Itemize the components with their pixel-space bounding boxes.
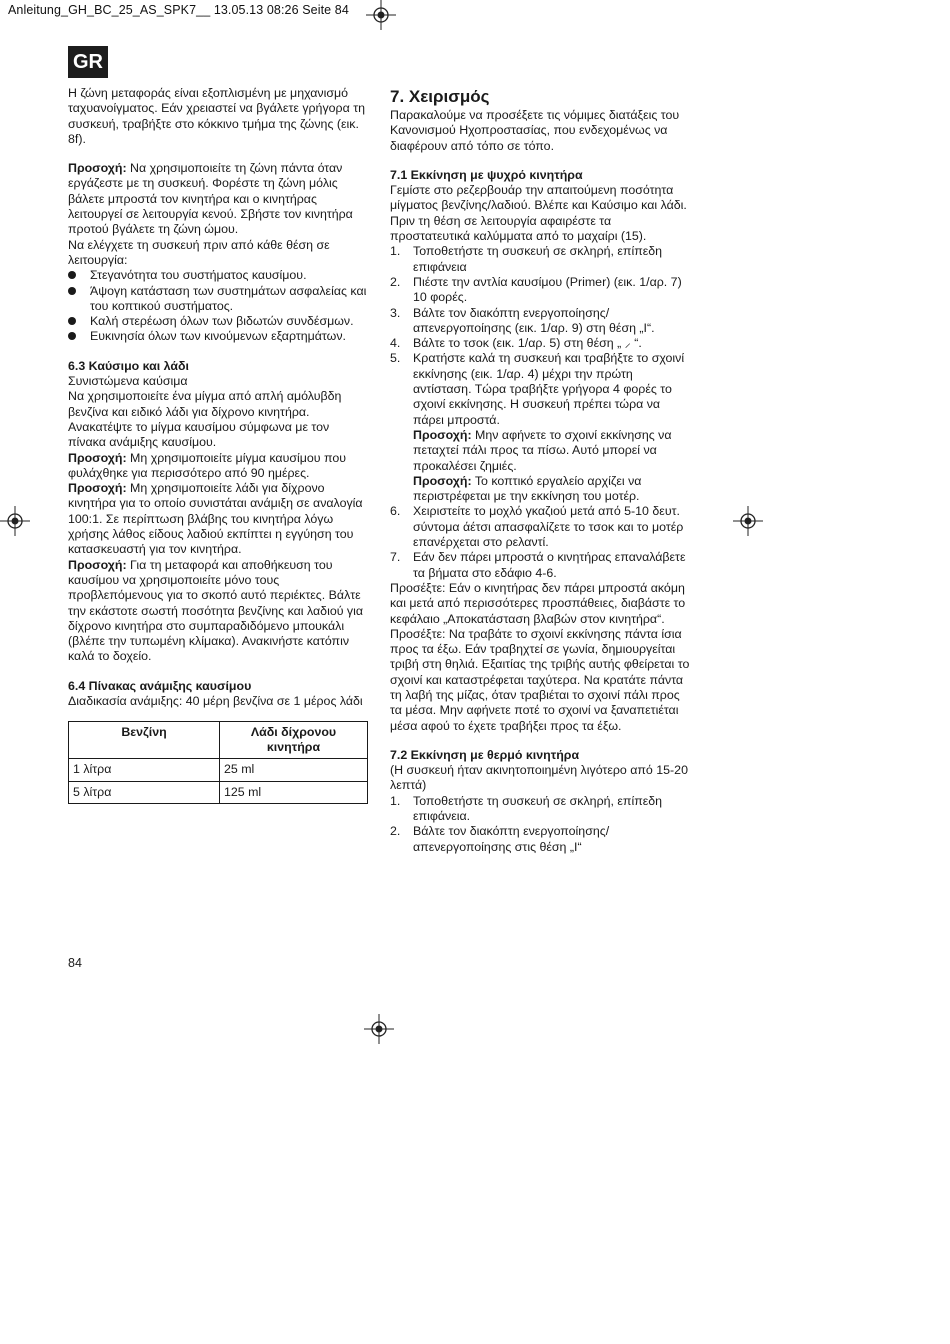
table-row <box>69 759 368 781</box>
registration-mark-top-icon <box>366 0 396 30</box>
fuel-mix-table <box>68 721 368 804</box>
warm-start-steps <box>390 794 690 855</box>
column-header-oil: Λάδι δίχρονου κινητήρα <box>220 722 368 759</box>
table-cell: 125 ml <box>220 781 368 803</box>
section-heading-mix-table: 6.4 Πίνακας ανάμιξης καυσίμου <box>68 678 252 693</box>
check-before-use-text: Να ελέγχετε τη συσκευή πριν από κάθε θέση σε λειτουργία: <box>68 237 330 267</box>
fuel-mix-text: Να χρησιμοποιείτε ένα μίγμα από απλή αμόλυβδη βενζίνα και ειδικό λάδι για δίχρονο κινητήρα. Ανακατέψτε το μίγμα καυσίμου σύμφωνα με τον πίνακα ανάμιξης καυσίμου. <box>68 389 342 450</box>
starting-notes-text: Προσέξτε: Εάν ο κινητήρας δεν πάρει μπροστά ακόμη και μετά από περισσότερες προσπάθειες, διαβάστε το κεφάλαιο „Αποκατάσταση βλαβών στον κινητήρα“. Προσέξτε: Να τραβάτε το σχοινί εκκίνησης πάντα ίσια προς τα έξω. Εάν τραβηχτεί σε γωνία, δημιουργείται τριβή στη θηλιά. Εξαιτίας της τριβής αυτής φθείρεται το σχοινί και καταστρέφεται ταχύτερα. Να κρατάτε πάντα τη λαβή της μίζας, όταν τραβιέται το σχοινί πάλι προς τα μέσα. Μην αφήνετε ποτέ το σχοινί να ξαναπετιέται μέσα αφού το έχετε τραβήξει προς τα έξω. <box>390 580 690 733</box>
language-badge: GR <box>68 46 108 78</box>
step5-caution-tool: Προσοχή: Το κοπτικό εργαλείο αρχίζει να περιστρέφεται με την εκκίνηση του μοτέρ. <box>413 473 642 504</box>
checklist-item: Στεγανότητα του συστήματος καυσίμου. <box>68 268 370 283</box>
section-heading-warm-start: 7.2 Εκκίνηση με θερμό κινητήρα <box>390 747 580 762</box>
list-item: 1. Τοποθετήστε τη συσκευή σε σκληρή, επίπεδη επιφάνεια. <box>390 793 663 824</box>
column-header-petrol: Βενζίνη <box>69 722 220 759</box>
list-item: 5. Κρατήστε καλά τη συσκευή και τραβήξτε το σχοινί εκκίνησης (εικ. 1/αρ. 4) μέχρι την πρώτη αντίσταση. Τώρα τραβήξτε γρήγορα 4 φορές το σχοινί εκκίνησης. Η συσκευή πρέπει τώρα να πάρει μπροστά. Προσοχή: Μην αφήνετε το σχοινί εκκίνησης να πεταχτεί πάλι προς τα πίσω. Αυτό μπορεί να προκαλέσει ζημιές. Προσοχή: Το κοπτικό εργαλείο αρχίζει να περιστρέφεται με την εκκίνηση του μοτέρ. <box>390 351 690 504</box>
registration-mark-left-icon <box>0 506 30 536</box>
remove-blade-covers-text: Πριν τη θέση σε λειτουργία αφαιρέστε τα προστατευτικά καλύμματα από το μαχαίρι (15). <box>390 213 647 244</box>
table-cell: 5 λίτρα <box>69 781 220 803</box>
fill-tank-text: Γεμίστε στο ρεζερβουάρ την απαιτούμενη ποσότητα μίγματος βενζίνης/λαδιού. Βλέπε και Καύσιμο και λάδι. <box>390 183 687 213</box>
caution-label: Προσοχή: <box>413 427 472 442</box>
caution-label: Προσοχή: <box>68 557 127 572</box>
list-item: 2. Πιέστε την αντλία καυσίμου (Primer) (εικ. 1/αρ. 7) 10 φορές. <box>390 274 682 305</box>
checklist <box>68 268 370 344</box>
right-column <box>390 86 690 855</box>
cold-start-steps <box>390 244 690 581</box>
checklist-item: Ευκινησία όλων των κινούμενων εξαρτημάτων. <box>68 329 370 344</box>
warm-start-condition-text: (Η συσκευή ήταν ακινητοποιημένη λιγότερο από 15-20 λεπτά) <box>390 763 688 793</box>
checklist-item: Καλή στερέωση όλων των βιδωτών συνδέσμων. <box>68 314 370 329</box>
list-item: 4. Βάλτε το τσοκ (εικ. 1/αρ. 5) στη θέση „ ⸝ “. <box>390 336 642 351</box>
list-item: 2. Βάλτε τον διακόπτη ενεργοποίησης/απενεργοποίησης στις θέση „I“ <box>390 824 610 854</box>
harness-release-text: Η ζώνη μεταφοράς είναι εξοπλισμένη με μηχανισμό ταχυανοίγματος. Εάν χρειαστεί να βγάλετε γρήγορα τη συσκευή, τραβήξτε στο κόκκινο τμήμα της ζώνης (εικ. 8f). <box>68 86 365 146</box>
noise-regulation-text: Παρακαλούμε να προσέξετε τις νόμιμες διατάξεις του Κανονισμού Ηχοπροστασίας, που ενδεχομένως να διαφέρουν από τόπο σε τόπο. <box>390 108 680 153</box>
list-item: 6. Χειριστείτε το μοχλό γκαζιού μετά από 5-10 δευτ. σύντομα άέτσι απασφαλίζετε το τσοκ και το μοτέρ επανέρχεται στο ρελαντί. <box>390 504 684 550</box>
registration-mark-bottom-icon <box>364 1014 394 1044</box>
step5-caution-rope: Προσοχή: Μην αφήνετε το σχοινί εκκίνησης να πεταχτεί πάλι προς τα πίσω. Αυτό μπορεί να προκαλέσει ζημιές. <box>413 427 672 473</box>
harness-caution-paragraph <box>68 161 370 237</box>
caution-label: Προσοχή: <box>68 481 127 496</box>
caution-90-days: Προσοχή: Μη χρησιμοποιείτε μίγμα καυσίμου που φυλάχθηκε για περισσότερο από 90 ημέρες. <box>68 450 347 480</box>
section-heading-operation: 7. Χειρισμός <box>390 87 490 106</box>
caution-label: Προσοχή: <box>68 450 127 465</box>
list-item: 1. Τοποθετήστε τη συσκευή σε σκληρή, επίπεδη επιφάνεια <box>390 244 663 274</box>
harness-caution-text: Να χρησιμοποιείτε τη ζώνη πάντα όταν εργάζεστε με τη συσκευή. Φορέστε τη ζώνη μόλις βάλετε μπροστά τον κινητήρα και ο κινητήρας λειτουργεί σε λειτουργία κενού. Σβήστε τον κινητήρα προτού βγάλετε τη ζώνη ώμου. <box>68 161 353 237</box>
checklist-item: Άψογη κατάσταση των συστημάτων ασφαλείας και του κοπτικού συστήματος. <box>68 284 370 315</box>
list-item: 7. Εάν δεν πάρει μπροστά ο κινητήρας επαναλάβετε τα βήματα στο εδάφιο 4-6. <box>390 550 686 580</box>
table-row <box>69 781 368 803</box>
registration-mark-right-icon <box>733 506 763 536</box>
table-cell: 1 λίτρα <box>69 759 220 781</box>
caution-label: Προσοχή: <box>68 161 127 176</box>
caution-oil-ratio: Προσοχή: Μη χρησιμοποιείτε λάδι για δίχρονο κινητήρα για το οποίο συνιστάται ανάμιξη σε αναλογία 100:1. Σε περίπτωση βλάβης του κινητήρα λόγω χρήσης λάθος είδους λαδιού εκπίπτει η εγγύηση του κατασκευαστή για τον κινητήρα. <box>68 481 363 557</box>
page-number: 84 <box>68 956 82 970</box>
left-column <box>68 86 370 804</box>
section-heading-cold-start: 7.1 Εκκίνηση με ψυχρό κινητήρα <box>390 167 583 182</box>
table-header-row <box>69 722 368 759</box>
section-heading-fuel-oil: 6.3 Καύσιμο και λάδι <box>68 358 189 373</box>
caution-label: Προσοχή: <box>413 473 472 488</box>
caution-storage: Προσοχή: Για τη μεταφορά και αποθήκευση του καυσίμου να χρησιμοποιείτε μόνο τους προβλεπόμενους για το σκοπό αυτό περιέκτες. Βάλτε την εκάστοτε σωστή ποσότητα βενζίνης και λαδιού για δίχρονο κινητήρα στο συμπαραδιδόμενο μπουκάλι (βλέπε την τυπωμένη κλίμακα). Ανακινήστε κατόπιν καλά το δοχείο. <box>68 557 364 664</box>
table-cell: 25 ml <box>220 759 368 781</box>
mix-procedure-text: Διαδικασία ανάμιξης: 40 μέρη βενζίνα σε 1 μέρος λάδι <box>68 693 363 708</box>
list-item: 3. Βάλτε τον διακόπτη ενεργοποίησης/απενεργοποίησης (εικ. 1/αρ. 9) στη θέση „I“. <box>390 305 655 335</box>
recommended-fuels-subheading: Συνιστώμενα καύσιμα <box>68 374 188 389</box>
print-header: Anleitung_GH_BC_25_AS_SPK7__ 13.05.13 08:26 Seite 84 <box>8 3 349 17</box>
